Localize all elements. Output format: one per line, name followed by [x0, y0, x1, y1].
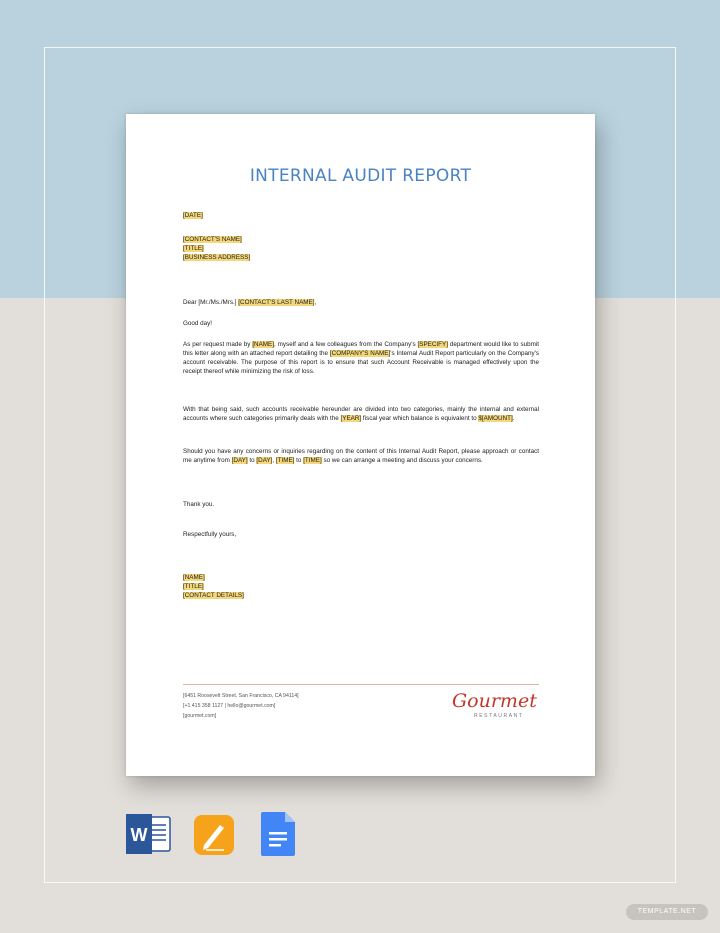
p2-text-c: fiscal year which balance is equivalent to [361, 414, 479, 422]
paragraph-3 [183, 448, 539, 466]
closing-line: Respectfully yours, [183, 531, 237, 538]
p1-text-e: department would like to submit this letter along with an attached report detailing the [183, 341, 539, 357]
date-placeholder: [DATE] [183, 212, 203, 219]
p3-day-placeholder-2: [DAY] [256, 456, 273, 464]
title-placeholder: [TITLE] [183, 244, 204, 252]
p1-text-c: , myself and a few colleagues from the Company's [274, 341, 418, 348]
footer-divider [183, 684, 539, 685]
brand-logo-name: Gourmet [452, 690, 537, 712]
p3-text-g: to [294, 456, 304, 464]
salutation-name-placeholder: [CONTACT'S LAST NAME] [238, 299, 315, 306]
paragraph-1 [183, 341, 539, 377]
p3-text-a: Should you have any concerns or inquiries regarding on the content of this Internal Audit Report, please approach or contact me anytime from [183, 448, 539, 464]
p1-company-placeholder: [COMPANY'S NAME] [329, 349, 391, 357]
svg-text:W: W [130, 825, 148, 845]
document-title: INTERNAL AUDIT REPORT [249, 166, 472, 186]
watermark-badge: TEMPLATE.NET [626, 904, 708, 920]
thanks-line: Thank you. [183, 501, 215, 508]
recipient-block [183, 236, 539, 263]
p2-text-e: . [512, 414, 515, 422]
p1-text-g: 's Internal Audit Report particularly on the Company's account receivable. The purpose of this report is to ensure that such Account Receivable is managed effectively upon the receipt thereof while minimizing the risk of loss. [183, 349, 539, 375]
brand-logo-sub: RESTAURANT [474, 713, 524, 719]
p2-text-a: With that being said, such accounts receivable hereunder are divided into two categories, mainly the internal and external accounts where such categories primarily deals with the [183, 406, 539, 422]
footer-phone-email: [+1 415 358 1127 | hello@gourmet.com] [183, 703, 276, 709]
p3-text-c: to [247, 456, 257, 464]
paragraph-2 [183, 406, 539, 424]
google-docs-icon[interactable] [261, 812, 295, 861]
p1-specify-placeholder: [SPECIFY] [417, 341, 448, 348]
p3-text-i: so we can arrange a meeting and discuss your concerns. [321, 456, 483, 464]
p2-year-placeholder: [YEAR] [340, 414, 362, 422]
sign-contact-placeholder: [CONTACT DETAILS] [183, 591, 244, 599]
sign-name-placeholder: [NAME] [183, 574, 205, 581]
p3-time-placeholder-1: [TIME] [275, 456, 295, 464]
salutation [183, 299, 539, 308]
p3-time-placeholder-2: [TIME] [303, 456, 322, 464]
greeting: Good day! [183, 320, 213, 327]
p3-day-placeholder-1: [DAY] [231, 456, 248, 464]
business-address-placeholder: [BUSINESS ADDRESS] [183, 253, 251, 261]
footer-address: [6451 Roosevelt Street, San Francisco, CA 94114] [183, 693, 299, 699]
document-page [126, 114, 595, 776]
p2-amount-placeholder: $[AMOUNT] [478, 414, 513, 422]
footer-contact [183, 691, 299, 721]
p1-name-placeholder: [NAME] [252, 341, 275, 348]
p1-text-a: As per request made by [183, 341, 253, 348]
salutation-suffix: , [314, 299, 317, 306]
contact-name-placeholder: [CONTACT'S NAME] [183, 236, 242, 243]
signature-block [183, 574, 539, 601]
p3-text-e: , [272, 456, 276, 464]
footer-website: [gourmet.com] [183, 713, 217, 719]
salutation-prefix: Dear [Mr./Ms./Mrs.] [183, 299, 239, 306]
pages-icon[interactable] [194, 815, 234, 860]
word-icon[interactable] [126, 814, 172, 859]
date-block [183, 212, 539, 221]
sign-title-placeholder: [TITLE] [183, 582, 204, 590]
